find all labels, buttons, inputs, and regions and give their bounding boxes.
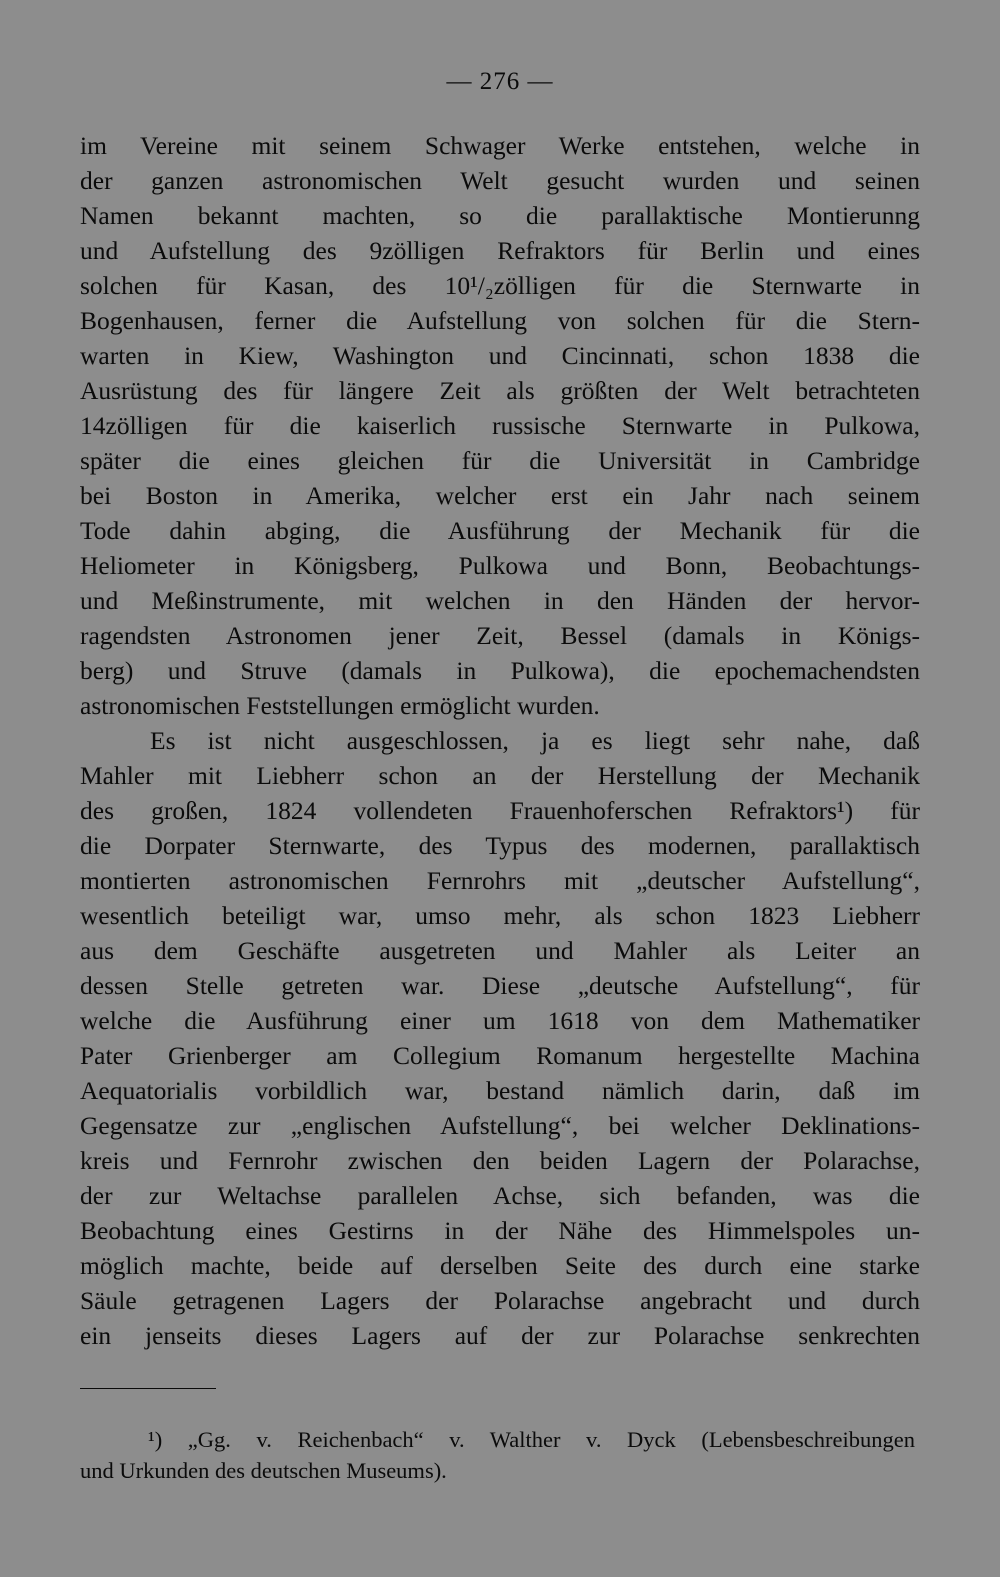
text-line: ein jenseits dieses Lagers auf der zur Polarachse senkrechten [80,1321,920,1350]
text-line: Ausrüstung des für längere Zeit als größten der Welt betrachteten [80,376,920,405]
text-line: des großen, 1824 vollendeten Frauenhoferschen Refraktors¹) für [80,796,920,825]
text-line: bei Boston in Amerika, welcher erst ein Jahr nach seinem [80,481,920,510]
footnote [80,1424,915,1486]
text-line: astronomischen Feststellungen ermöglicht wurden. [80,691,600,720]
text-line: Säule getragenen Lagers der Polarachse angebracht und durch [80,1286,920,1315]
text-line: Mahler mit Liebherr schon an der Herstellung der Mechanik [80,761,920,790]
text-line: der zur Weltachse parallelen Achse, sich befanden, was die [80,1181,920,1210]
main-text [80,128,920,1353]
text-line: Aequatorialis vorbildlich war, bestand nämlich darin, daß im [80,1076,920,1105]
text-line: Heliometer in Königsberg, Pulkowa und Bonn, Beobachtungs- [80,551,920,580]
text-line: Es ist nicht ausgeschlossen, ja es liegt sehr nahe, daß [150,726,920,755]
text-line: berg) und Struve (damals in Pulkowa), die epochemachendsten [80,656,920,685]
text-line: und Meßinstrumente, mit welchen in den Händen der hervor- [80,586,920,615]
footnote-line: und Urkunden des deutschen Museums). [80,1458,447,1483]
footnote-line: ¹) „Gg. v. Reichenbach“ v. Walther v. Dyck (Lebensbeschreibungen [148,1427,915,1452]
text-line: aus dem Geschäfte ausgetreten und Mahler als Leiter an [80,936,920,965]
text-line: wesentlich beteiligt war, umso mehr, als schon 1823 Liebherr [80,901,920,930]
text-line: und Aufstellung des 9zölligen Refraktors für Berlin und eines [80,236,920,265]
text-line: warten in Kiew, Washington und Cincinnati, schon 1838 die [80,341,920,370]
footnote-divider [80,1388,216,1389]
text-line: Tode dahin abging, die Ausführung der Mechanik für die [80,516,920,545]
text-line: Pater Grienberger am Collegium Romanum hergestellte Machina [80,1041,920,1070]
text-line: ragendsten Astronomen jener Zeit, Bessel (damals in Königs- [80,621,920,650]
page-number: — 276 — [446,68,554,95]
text-line: 14zölligen für die kaiserlich russische Sternwarte in Pulkowa, [80,411,920,440]
text-line: kreis und Fernrohr zwischen den beiden Lagern der Polarachse, [80,1146,920,1175]
text-line: die Dorpater Sternwarte, des Typus des modernen, parallaktisch [80,831,920,860]
text-line: Namen bekannt machten, so die parallaktische Montierunng [80,201,920,230]
text-line: der ganzen astronomischen Welt gesucht wurden und seinen [80,166,920,195]
text-line: welche die Ausführung einer um 1618 von dem Mathematiker [80,1006,920,1035]
text-line: später die eines gleichen für die Universität in Cambridge [80,446,920,475]
text-line: dessen Stelle getreten war. Diese „deutsche Aufstellung“, für [80,971,920,1000]
text-line: Beobachtung eines Gestirns in der Nähe des Himmelspoles un- [80,1216,920,1245]
text-line: Bogenhausen, ferner die Aufstellung von solchen für die Stern- [80,306,920,335]
text-line: im Vereine mit seinem Schwager Werke entstehen, welche in [80,131,920,160]
text-line: solchen für Kasan, des 10¹/₂zölligen für die Sternwarte in [80,271,920,300]
text-line: möglich machte, beide auf derselben Seite des durch eine starke [80,1251,920,1280]
text-line: montierten astronomischen Fernrohrs mit „deutscher Aufstellung“, [80,866,920,895]
text-line: Gegensatze zur „englischen Aufstellung“, bei welcher Deklinations- [80,1111,920,1140]
